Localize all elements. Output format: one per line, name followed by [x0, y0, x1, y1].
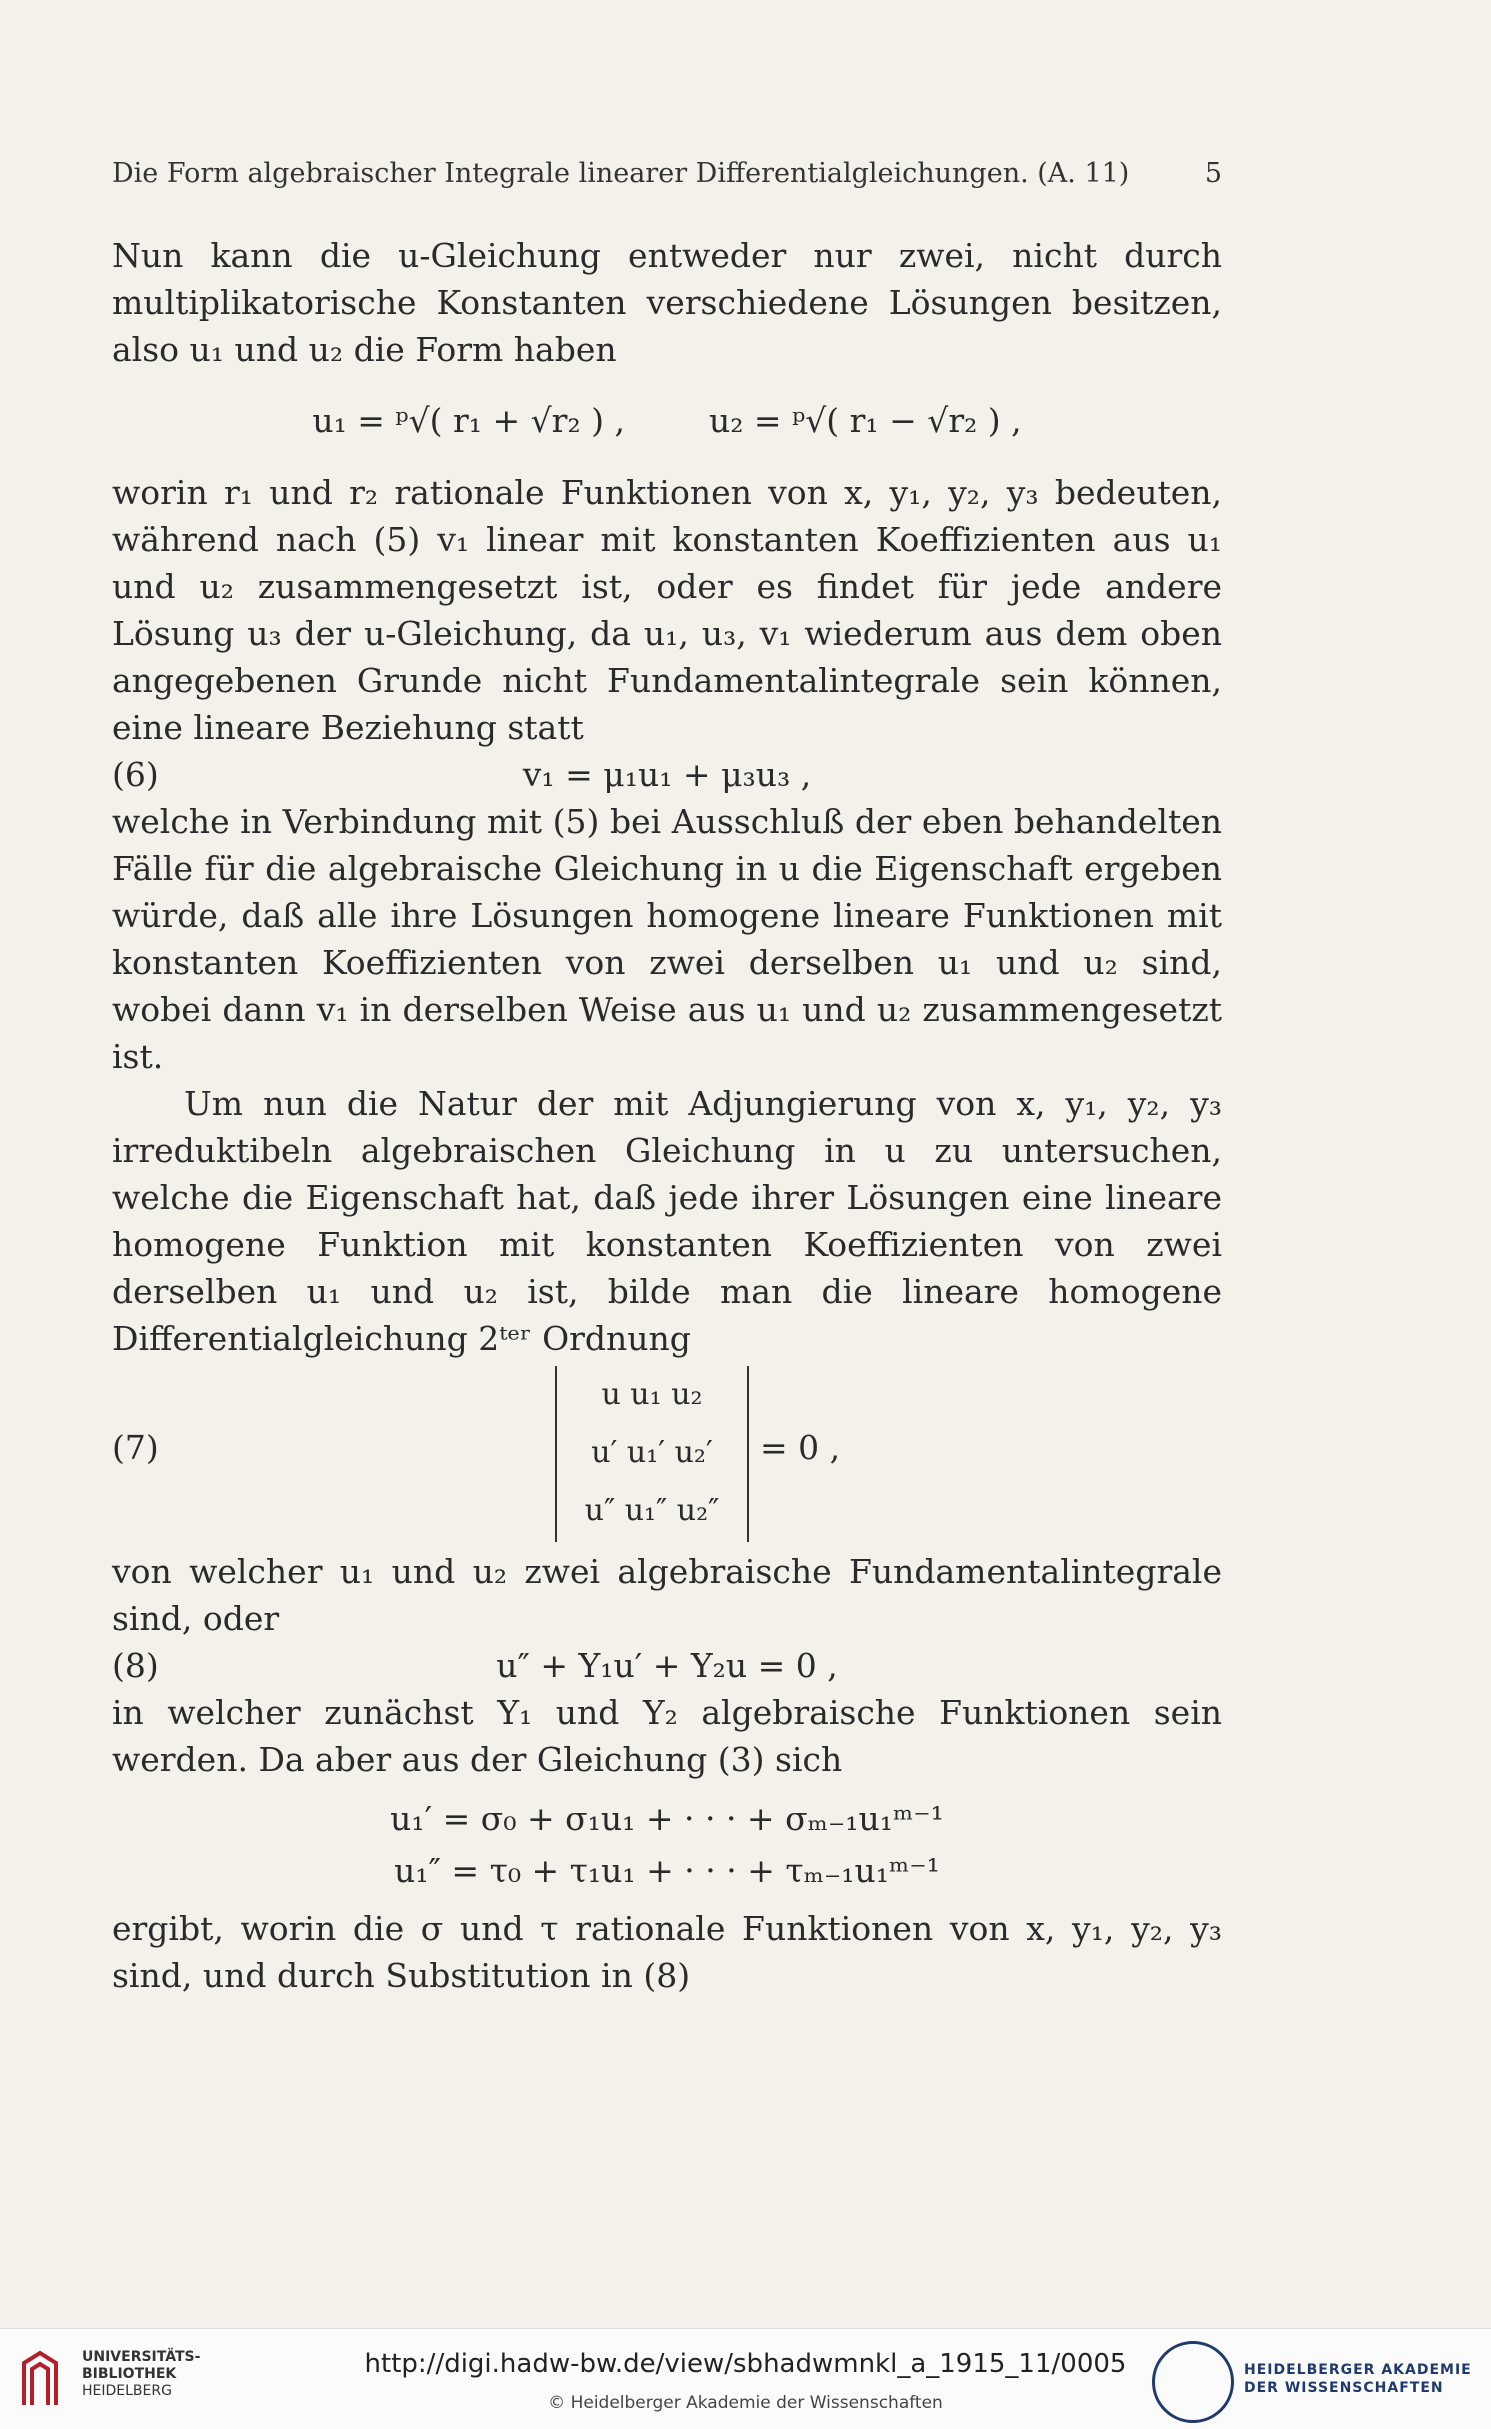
library-name-line: UNIVERSITÄTS- — [82, 2349, 201, 2365]
equation-u2: u₂ = ᵖ√( r₁ − √r₂ ) , — [708, 401, 1022, 440]
paragraph-4: Um nun die Natur der mit Adjungierung von x, y₁, y₂, y₃ irreduktibeln algebraischen Gleichung in u zu untersuchen, welche die Eigenschaft hat, daß jede ihrer Lösungen eine lineare homogene Funktion mit konstanten Koeffizienten von zwei derselben u₁ und u₂ ist, bilde man die lineare homogene Differentialgleichung 2ᵗᵉʳ Ordnung — [112, 1084, 1222, 1358]
paragraph-2: worin r₁ und r₂ rationale Funktionen von x, y₁, y₂, y₃ bedeuten, während nach (5) v₁ linear mit konstanten Koeffizienten aus u₁ und u₂ zusammengesetzt ist, oder es findet für jede andere Lösung u₃ der u-Gleichung, da u₁, u₃, v₁ wiederum aus dem oben angegebenen Grunde nicht Fundamentalintegrale sein können, eine lineare Beziehung statt — [112, 473, 1222, 747]
equation-roots — [112, 373, 1222, 469]
academy-seal-icon — [1152, 2341, 1234, 2423]
copyright-notice: © Heidelberger Akademie der Wissenschaften — [548, 2393, 943, 2413]
permalink-url[interactable]: http://digi.hadw-bw.de/view/sbhadwmnkl_a_1915_11/0005 — [364, 2349, 1127, 2379]
running-title: Die Form algebraischer Integrale linearer Differentialgleichungen. (A. 11) — [112, 158, 1130, 189]
paragraph-3: welche in Verbindung mit (5) bei Ausschluß der eben behandelten Fälle für die algebraische Gleichung in u die Eigenschaft ergeben würde, daß alle ihre Lösungen homogene lineare Funktionen mit konstanten Koeffizienten von zwei derselben u₁ und u₂ sind, wobei dann v₁ in derselben Weise aus u₁ und u₂ zusammengesetzt ist. — [112, 802, 1222, 1076]
paragraph-7: ergibt, worin die σ und τ rationale Funktionen von x, y₁, y₂, y₃ sind, und durch Substitution in (8) — [112, 1909, 1222, 1995]
paragraph-1: Nun kann die u-Gleichung entweder nur zwei, nicht durch multiplikatorische Konstanten verschiedene Lösungen besitzen, also u₁ und u₂ die Form haben — [112, 236, 1222, 369]
running-header — [112, 158, 1222, 189]
system-line-2: u₁″ = τ₀ + τ₁u₁ + · · · + τₘ₋₁u₁ᵐ⁻¹ — [394, 1851, 940, 1890]
determinant — [555, 1366, 749, 1542]
page-number: 5 — [1204, 158, 1222, 189]
system-line-1: u₁′ = σ₀ + σ₁u₁ + · · · + σₘ₋₁u₁ᵐ⁻¹ — [390, 1799, 944, 1838]
equation-8 — [112, 1642, 1222, 1689]
equation-8-expression: u″ + Y₁u′ + Y₂u = 0 , — [496, 1646, 838, 1685]
equation-u1: u₁ = ᵖ√( r₁ + √r₂ ) , — [312, 401, 626, 440]
equation-7 — [112, 1366, 1222, 1542]
academy-name-line: HEIDELBERGER AKADEMIE — [1244, 2362, 1472, 2378]
determinant-row: u′ u₁′ u₂′ — [591, 1435, 713, 1470]
page-body — [112, 232, 1222, 1999]
equation-6-expression: v₁ = μ₁u₁ + μ₃u₃ , — [522, 755, 812, 794]
library-name-line: HEIDELBERG — [82, 2383, 172, 2399]
paragraph-5: von welcher u₁ und u₂ zwei algebraische Fundamentalintegrale sind, oder — [112, 1552, 1222, 1638]
determinant-row: u u₁ u₂ — [601, 1377, 703, 1412]
library-name-line: BIBLIOTHEK — [82, 2366, 177, 2382]
viewer-footer — [0, 2328, 1491, 2429]
equation-6 — [112, 751, 1222, 798]
equation-8-number: (8) — [112, 1646, 159, 1685]
academy-name — [1244, 2361, 1472, 2397]
equation-6-number: (6) — [112, 755, 159, 794]
academy-name-line: DER WISSENSCHAFTEN — [1244, 2380, 1444, 2396]
equation-7-number: (7) — [112, 1428, 159, 1467]
paragraph-6: in welcher zunächst Y₁ und Y₂ algebraische Funktionen sein werden. Da aber aus der Gleichung (3) sich — [112, 1693, 1222, 1779]
equation-system — [112, 1785, 1222, 1903]
determinant-row: u″ u₁″ u₂″ — [584, 1493, 720, 1528]
equation-7-rhs: = 0 , — [760, 1428, 841, 1467]
